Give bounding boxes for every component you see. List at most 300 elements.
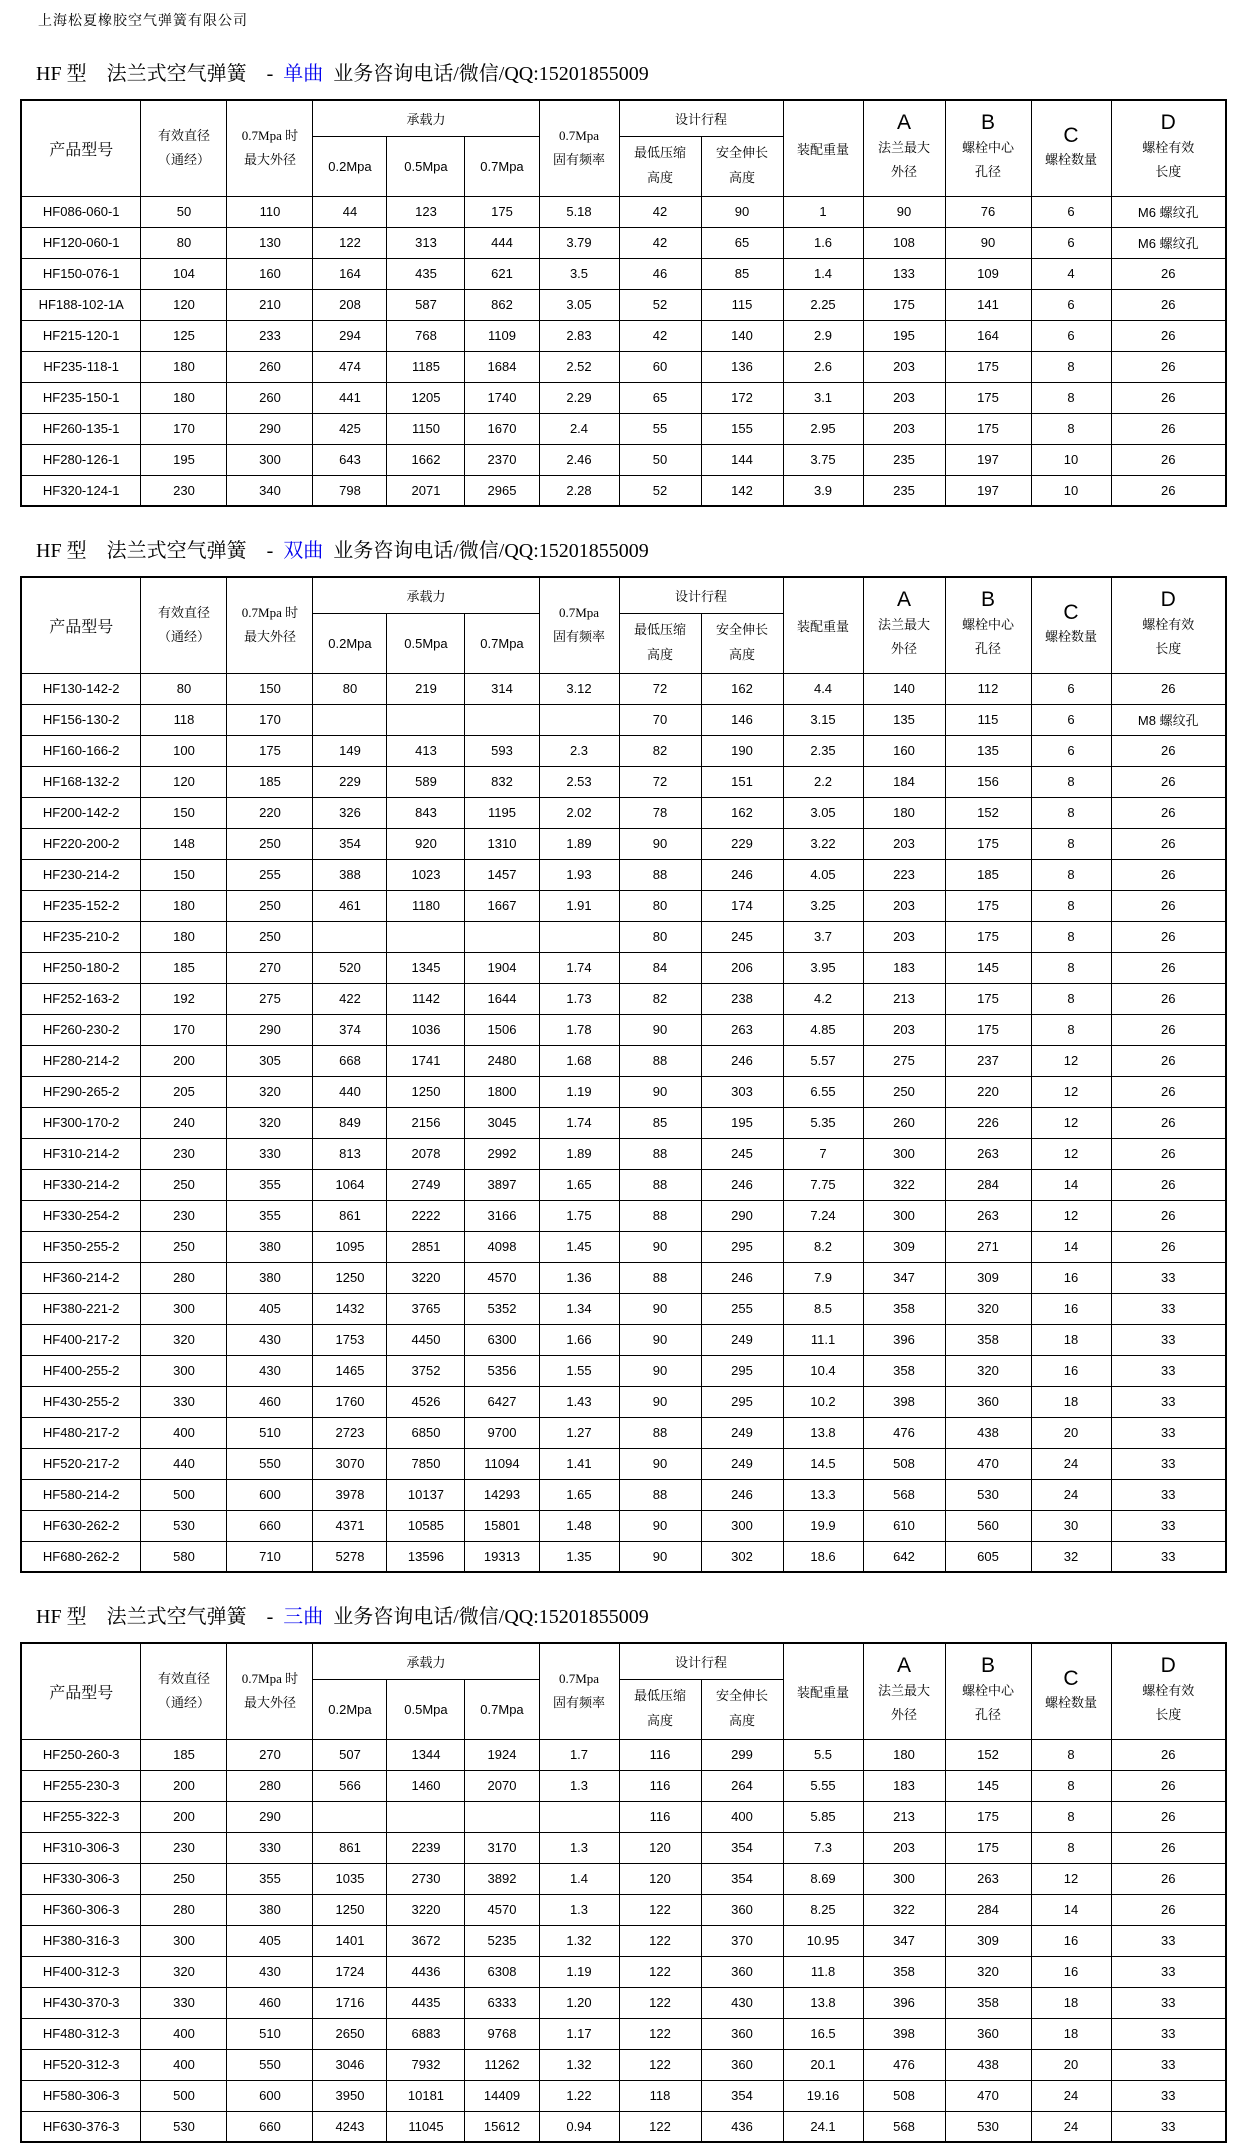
value-cell: 600: [227, 1479, 313, 1510]
value-cell: 862: [465, 289, 539, 320]
value-cell: 8: [1031, 766, 1111, 797]
value-cell: 320: [227, 1107, 313, 1138]
product-model-cell: HF086-060-1: [21, 196, 141, 227]
value-cell: 175: [945, 828, 1031, 859]
col-header-load-capacity: 承载力: [313, 1643, 539, 1679]
value-cell: 52: [619, 289, 701, 320]
value-cell: 8: [1031, 859, 1111, 890]
value-cell: 109: [945, 258, 1031, 289]
value-cell: 3166: [465, 1200, 539, 1231]
col-header-min-compressed-height: [619, 136, 701, 196]
value-cell: 115: [701, 289, 783, 320]
col-header-safe-extended-height: [701, 1679, 783, 1739]
value-cell: 388: [313, 859, 387, 890]
value-cell: 476: [863, 1417, 945, 1448]
value-cell: 33: [1111, 1956, 1226, 1987]
header-line: 法兰最大: [878, 616, 931, 632]
value-cell: 60: [619, 351, 701, 382]
value-cell: 643: [313, 444, 387, 475]
value-cell: 230: [141, 1832, 227, 1863]
value-cell: 1.89: [539, 828, 619, 859]
value-cell: 24: [1031, 1448, 1111, 1479]
value-cell: 8.25: [783, 1894, 863, 1925]
value-cell: 26: [1111, 735, 1226, 766]
value-cell: 210: [227, 289, 313, 320]
value-cell: 5.35: [783, 1107, 863, 1138]
value-cell: 5356: [465, 1355, 539, 1386]
value-cell: 19.16: [783, 2080, 863, 2111]
header-line: 固有频率: [552, 152, 605, 168]
header-line: 螺栓中心: [962, 616, 1015, 632]
value-cell: 263: [945, 1200, 1031, 1231]
value-cell: 33: [1111, 1925, 1226, 1956]
value-cell: 10: [1031, 475, 1111, 506]
value-cell: 26: [1111, 1863, 1226, 1894]
product-model-cell: HF360-214-2: [21, 1262, 141, 1293]
value-cell: 7.24: [783, 1200, 863, 1231]
header-line: 固有频率: [552, 1695, 605, 1711]
product-model-cell: HF330-254-2: [21, 1200, 141, 1231]
col-header-c-bolt-count: [1031, 1643, 1111, 1739]
product-model-cell: HF168-132-2: [21, 766, 141, 797]
value-cell: 3752: [387, 1355, 465, 1386]
value-cell: 476: [863, 2049, 945, 2080]
table-row: [21, 196, 1226, 227]
value-cell: 44: [313, 196, 387, 227]
value-cell: 8: [1031, 890, 1111, 921]
col-header-product-model: 产品型号: [21, 100, 141, 196]
value-cell: 270: [227, 1739, 313, 1770]
value-cell: 1670: [465, 413, 539, 444]
value-cell: 1023: [387, 859, 465, 890]
table-row: [21, 1386, 1226, 1417]
value-cell: 470: [945, 2080, 1031, 2111]
value-cell: 230: [141, 1200, 227, 1231]
value-cell: 1800: [465, 1076, 539, 1107]
col-header-b-bolt-circle: [945, 1643, 1031, 1739]
product-model-cell: HF680-262-2: [21, 1541, 141, 1572]
value-cell: 6883: [387, 2018, 465, 2049]
value-cell: 203: [863, 921, 945, 952]
value-cell: 4243: [313, 2111, 387, 2142]
value-cell: 832: [465, 766, 539, 797]
table-row: [21, 1448, 1226, 1479]
header-line: 法兰最大: [878, 1682, 931, 1698]
value-cell: 175: [863, 289, 945, 320]
value-cell: 125: [141, 320, 227, 351]
header-line: 0.7Mpa: [558, 1670, 600, 1686]
value-cell: 2992: [465, 1138, 539, 1169]
table-row: [21, 1801, 1226, 1832]
section-variant-label: 双曲: [283, 540, 324, 562]
product-model-cell: HF480-312-3: [21, 2018, 141, 2049]
value-cell: 122: [619, 2049, 701, 2080]
value-cell: 275: [863, 1045, 945, 1076]
value-cell: 360: [701, 2049, 783, 2080]
value-cell: 1: [783, 196, 863, 227]
value-cell: 347: [863, 1262, 945, 1293]
value-cell: 3.22: [783, 828, 863, 859]
col-header-safe-extended-height: [701, 136, 783, 196]
value-cell: 8: [1031, 952, 1111, 983]
value-cell: 250: [141, 1169, 227, 1200]
product-model-cell: HF330-214-2: [21, 1169, 141, 1200]
header-line: 螺栓中心: [962, 1682, 1015, 1698]
value-cell: 330: [227, 1138, 313, 1169]
table-row: [21, 1324, 1226, 1355]
col-header-07mpa: 0.7Mpa: [465, 1679, 539, 1739]
header-line: （通经）: [157, 629, 210, 645]
value-cell: 2156: [387, 1107, 465, 1138]
value-cell: 4: [1031, 258, 1111, 289]
value-cell: 1.3: [539, 1832, 619, 1863]
value-cell: 1.6: [783, 227, 863, 258]
value-cell: 175: [945, 413, 1031, 444]
value-cell: 88: [619, 1169, 701, 1200]
value-cell: 42: [619, 227, 701, 258]
header-line: 0.7Mpa 时: [241, 127, 299, 143]
header-line: 固有频率: [552, 629, 605, 645]
header-line: 螺栓数量: [1045, 628, 1098, 644]
value-cell: 122: [619, 1894, 701, 1925]
value-cell: 192: [141, 983, 227, 1014]
value-cell: [313, 704, 387, 735]
value-cell: 33: [1111, 1448, 1226, 1479]
value-cell: 1.78: [539, 1014, 619, 1045]
value-cell: 175: [945, 1801, 1031, 1832]
value-cell: 440: [313, 1076, 387, 1107]
value-cell: 18: [1031, 1386, 1111, 1417]
table-header: [21, 100, 1226, 196]
header-line: 螺栓有效: [1142, 139, 1195, 155]
value-cell: 2723: [313, 1417, 387, 1448]
value-cell: 400: [141, 1417, 227, 1448]
value-cell: 1667: [465, 890, 539, 921]
value-cell: 155: [701, 413, 783, 444]
value-cell: 1142: [387, 983, 465, 1014]
product-model-cell: HF156-130-2: [21, 704, 141, 735]
product-model-cell: HF235-118-1: [21, 351, 141, 382]
value-cell: 250: [863, 1076, 945, 1107]
value-cell: 20.1: [783, 2049, 863, 2080]
value-cell: 141: [945, 289, 1031, 320]
table-row: [21, 1510, 1226, 1541]
value-cell: 136: [701, 351, 783, 382]
table-row: [21, 1262, 1226, 1293]
value-cell: 1684: [465, 351, 539, 382]
table-row: [21, 1894, 1226, 1925]
value-cell: 33: [1111, 2049, 1226, 2080]
value-cell: 220: [227, 797, 313, 828]
value-cell: 290: [227, 413, 313, 444]
header-line: 长度: [1155, 1707, 1182, 1723]
value-cell: 593: [465, 735, 539, 766]
value-cell: 175: [945, 351, 1031, 382]
value-cell: 260: [227, 382, 313, 413]
value-cell: 15801: [465, 1510, 539, 1541]
value-cell: 150: [227, 673, 313, 704]
value-cell: 340: [227, 475, 313, 506]
value-cell: 26: [1111, 1169, 1226, 1200]
header-line: 高度: [646, 170, 673, 185]
value-cell: 180: [141, 890, 227, 921]
value-cell: 26: [1111, 673, 1226, 704]
table-row: [21, 1231, 1226, 1262]
value-cell: 380: [227, 1894, 313, 1925]
value-cell: 162: [701, 797, 783, 828]
value-cell: 3220: [387, 1262, 465, 1293]
header-letter-b: B: [981, 111, 996, 135]
value-cell: 152: [945, 797, 1031, 828]
value-cell: 6: [1031, 196, 1111, 227]
value-cell: 430: [227, 1956, 313, 1987]
value-cell: 26: [1111, 1045, 1226, 1076]
value-cell: 26: [1111, 1739, 1226, 1770]
value-cell: 52: [619, 475, 701, 506]
value-cell: [387, 1801, 465, 1832]
value-cell: 24: [1031, 2080, 1111, 2111]
value-cell: 11.8: [783, 1956, 863, 1987]
value-cell: 7: [783, 1138, 863, 1169]
value-cell: 2851: [387, 1231, 465, 1262]
value-cell: 11094: [465, 1448, 539, 1479]
header-line: 高度: [646, 647, 673, 662]
value-cell: 1195: [465, 797, 539, 828]
value-cell: 2.28: [539, 475, 619, 506]
col-header-design-stroke: 设计行程: [619, 1643, 783, 1679]
value-cell: 354: [701, 1832, 783, 1863]
value-cell: 330: [141, 1386, 227, 1417]
header-line: 最低压缩: [633, 622, 686, 638]
value-cell: 10: [1031, 444, 1111, 475]
table-row: [21, 351, 1226, 382]
product-model-cell: HF400-255-2: [21, 1355, 141, 1386]
product-model-cell: HF280-126-1: [21, 444, 141, 475]
value-cell: 6: [1031, 227, 1111, 258]
value-cell: 6.55: [783, 1076, 863, 1107]
header-line: 安全伸长: [716, 145, 769, 161]
value-cell: 360: [701, 2018, 783, 2049]
value-cell: 260: [863, 1107, 945, 1138]
value-cell: 80: [619, 890, 701, 921]
value-cell: 116: [619, 1770, 701, 1801]
value-cell: 660: [227, 1510, 313, 1541]
value-cell: 530: [945, 1479, 1031, 1510]
value-cell: 26: [1111, 382, 1226, 413]
value-cell: 26: [1111, 444, 1226, 475]
product-model-cell: HF630-376-3: [21, 2111, 141, 2142]
table-row: [21, 890, 1226, 921]
value-cell: 7.3: [783, 1832, 863, 1863]
table-row: [21, 1541, 1226, 1572]
value-cell: 164: [313, 258, 387, 289]
value-cell: 1.75: [539, 1200, 619, 1231]
table-row: [21, 2080, 1226, 2111]
product-model-cell: HF130-142-2: [21, 673, 141, 704]
value-cell: 320: [945, 1355, 1031, 1386]
value-cell: 80: [141, 673, 227, 704]
value-cell: 144: [701, 444, 783, 475]
header-line: 螺栓数量: [1045, 151, 1098, 167]
value-cell: 4.4: [783, 673, 863, 704]
value-cell: 246: [701, 1262, 783, 1293]
product-model-cell: HF230-214-2: [21, 859, 141, 890]
value-cell: 174: [701, 890, 783, 921]
value-cell: 510: [227, 1417, 313, 1448]
value-cell: 1457: [465, 859, 539, 890]
value-cell: M8 螺纹孔: [1111, 704, 1226, 735]
value-cell: 80: [619, 921, 701, 952]
product-model-cell: HF400-312-3: [21, 1956, 141, 1987]
value-cell: 120: [619, 1832, 701, 1863]
value-cell: 12: [1031, 1200, 1111, 1231]
table-row: [21, 1832, 1226, 1863]
value-cell: 33: [1111, 1987, 1226, 2018]
value-cell: 330: [141, 1987, 227, 2018]
value-cell: 1180: [387, 890, 465, 921]
value-cell: 135: [863, 704, 945, 735]
value-cell: 0.94: [539, 2111, 619, 2142]
value-cell: 440: [141, 1448, 227, 1479]
value-cell: 50: [141, 196, 227, 227]
value-cell: 2.83: [539, 320, 619, 351]
value-cell: 19313: [465, 1541, 539, 1572]
value-cell: 1760: [313, 1386, 387, 1417]
value-cell: 14: [1031, 1169, 1111, 1200]
value-cell: 322: [863, 1169, 945, 1200]
value-cell: 3070: [313, 1448, 387, 1479]
value-cell: 6333: [465, 1987, 539, 2018]
header-letter-a: A: [897, 1654, 912, 1678]
value-cell: 229: [701, 828, 783, 859]
col-header-load-capacity: 承载力: [313, 100, 539, 136]
value-cell: 610: [863, 1510, 945, 1541]
value-cell: 240: [141, 1107, 227, 1138]
table-row: [21, 2049, 1226, 2080]
value-cell: 1.41: [539, 1448, 619, 1479]
value-cell: 90: [863, 196, 945, 227]
value-cell: 1741: [387, 1045, 465, 1076]
value-cell: 33: [1111, 2018, 1226, 2049]
value-cell: 1205: [387, 382, 465, 413]
value-cell: 305: [227, 1045, 313, 1076]
value-cell: 1035: [313, 1863, 387, 1894]
header-line: 外径: [891, 164, 918, 180]
value-cell: 3.25: [783, 890, 863, 921]
value-cell: 3.05: [539, 289, 619, 320]
product-model-cell: HF252-163-2: [21, 983, 141, 1014]
value-cell: 249: [701, 1448, 783, 1479]
value-cell: 160: [863, 735, 945, 766]
header-line: 外径: [891, 641, 918, 657]
value-cell: 1662: [387, 444, 465, 475]
value-cell: 6427: [465, 1386, 539, 1417]
value-cell: 250: [227, 828, 313, 859]
value-cell: 180: [141, 351, 227, 382]
header-line: （通经）: [157, 152, 210, 168]
value-cell: 438: [945, 1417, 1031, 1448]
value-cell: 360: [945, 1386, 1031, 1417]
value-cell: 8: [1031, 983, 1111, 1014]
col-header-d-bolt-length: [1111, 100, 1226, 196]
value-cell: 4436: [387, 1956, 465, 1987]
value-cell: 33: [1111, 1479, 1226, 1510]
col-header-b-bolt-circle: [945, 100, 1031, 196]
value-cell: 621: [465, 258, 539, 289]
value-cell: 8: [1031, 1014, 1111, 1045]
value-cell: 861: [313, 1832, 387, 1863]
value-cell: 140: [863, 673, 945, 704]
value-cell: 1064: [313, 1169, 387, 1200]
value-cell: 175: [465, 196, 539, 227]
value-cell: 300: [863, 1863, 945, 1894]
value-cell: 1250: [387, 1076, 465, 1107]
value-cell: 11262: [465, 2049, 539, 2080]
section-title-prefix: HF 型 法兰式空气弹簧 -: [36, 63, 274, 85]
value-cell: 1924: [465, 1739, 539, 1770]
value-cell: 380: [227, 1231, 313, 1262]
table-row: [21, 1293, 1226, 1324]
value-cell: 3045: [465, 1107, 539, 1138]
value-cell: 246: [701, 859, 783, 890]
value-cell: 206: [701, 952, 783, 983]
table-row: [21, 258, 1226, 289]
table-row: [21, 382, 1226, 413]
value-cell: 1.32: [539, 2049, 619, 2080]
value-cell: 151: [701, 766, 783, 797]
value-cell: 1250: [313, 1894, 387, 1925]
value-cell: 1460: [387, 1770, 465, 1801]
col-header-design-stroke: 设计行程: [619, 577, 783, 613]
value-cell: 294: [313, 320, 387, 351]
value-cell: 229: [313, 766, 387, 797]
value-cell: 82: [619, 735, 701, 766]
value-cell: 65: [619, 382, 701, 413]
value-cell: 260: [227, 351, 313, 382]
value-cell: 172: [701, 382, 783, 413]
value-cell: 520: [313, 952, 387, 983]
value-cell: 180: [863, 1739, 945, 1770]
value-cell: 175: [945, 983, 1031, 1014]
value-cell: 1.19: [539, 1076, 619, 1107]
value-cell: 90: [619, 1510, 701, 1541]
header-line: 最大外径: [243, 1695, 296, 1711]
product-model-cell: HF260-135-1: [21, 413, 141, 444]
value-cell: 175: [945, 921, 1031, 952]
value-cell: 1465: [313, 1355, 387, 1386]
value-cell: 249: [701, 1417, 783, 1448]
value-cell: 185: [227, 766, 313, 797]
value-cell: 205: [141, 1076, 227, 1107]
value-cell: 2.6: [783, 351, 863, 382]
value-cell: 2.02: [539, 797, 619, 828]
value-cell: 530: [141, 1510, 227, 1541]
section-single-convolution: [0, 57, 1247, 507]
value-cell: 13596: [387, 1541, 465, 1572]
value-cell: 110: [227, 196, 313, 227]
value-cell: 12: [1031, 1076, 1111, 1107]
value-cell: 1506: [465, 1014, 539, 1045]
value-cell: 6: [1031, 673, 1111, 704]
value-cell: 263: [701, 1014, 783, 1045]
value-cell: 13.3: [783, 1479, 863, 1510]
value-cell: 115: [945, 704, 1031, 735]
value-cell: 2.52: [539, 351, 619, 382]
header-line: 法兰最大: [878, 139, 931, 155]
value-cell: 223: [863, 859, 945, 890]
col-header-assembly-weight: 装配重量: [783, 100, 863, 196]
col-header-natural-frequency: [539, 100, 619, 196]
